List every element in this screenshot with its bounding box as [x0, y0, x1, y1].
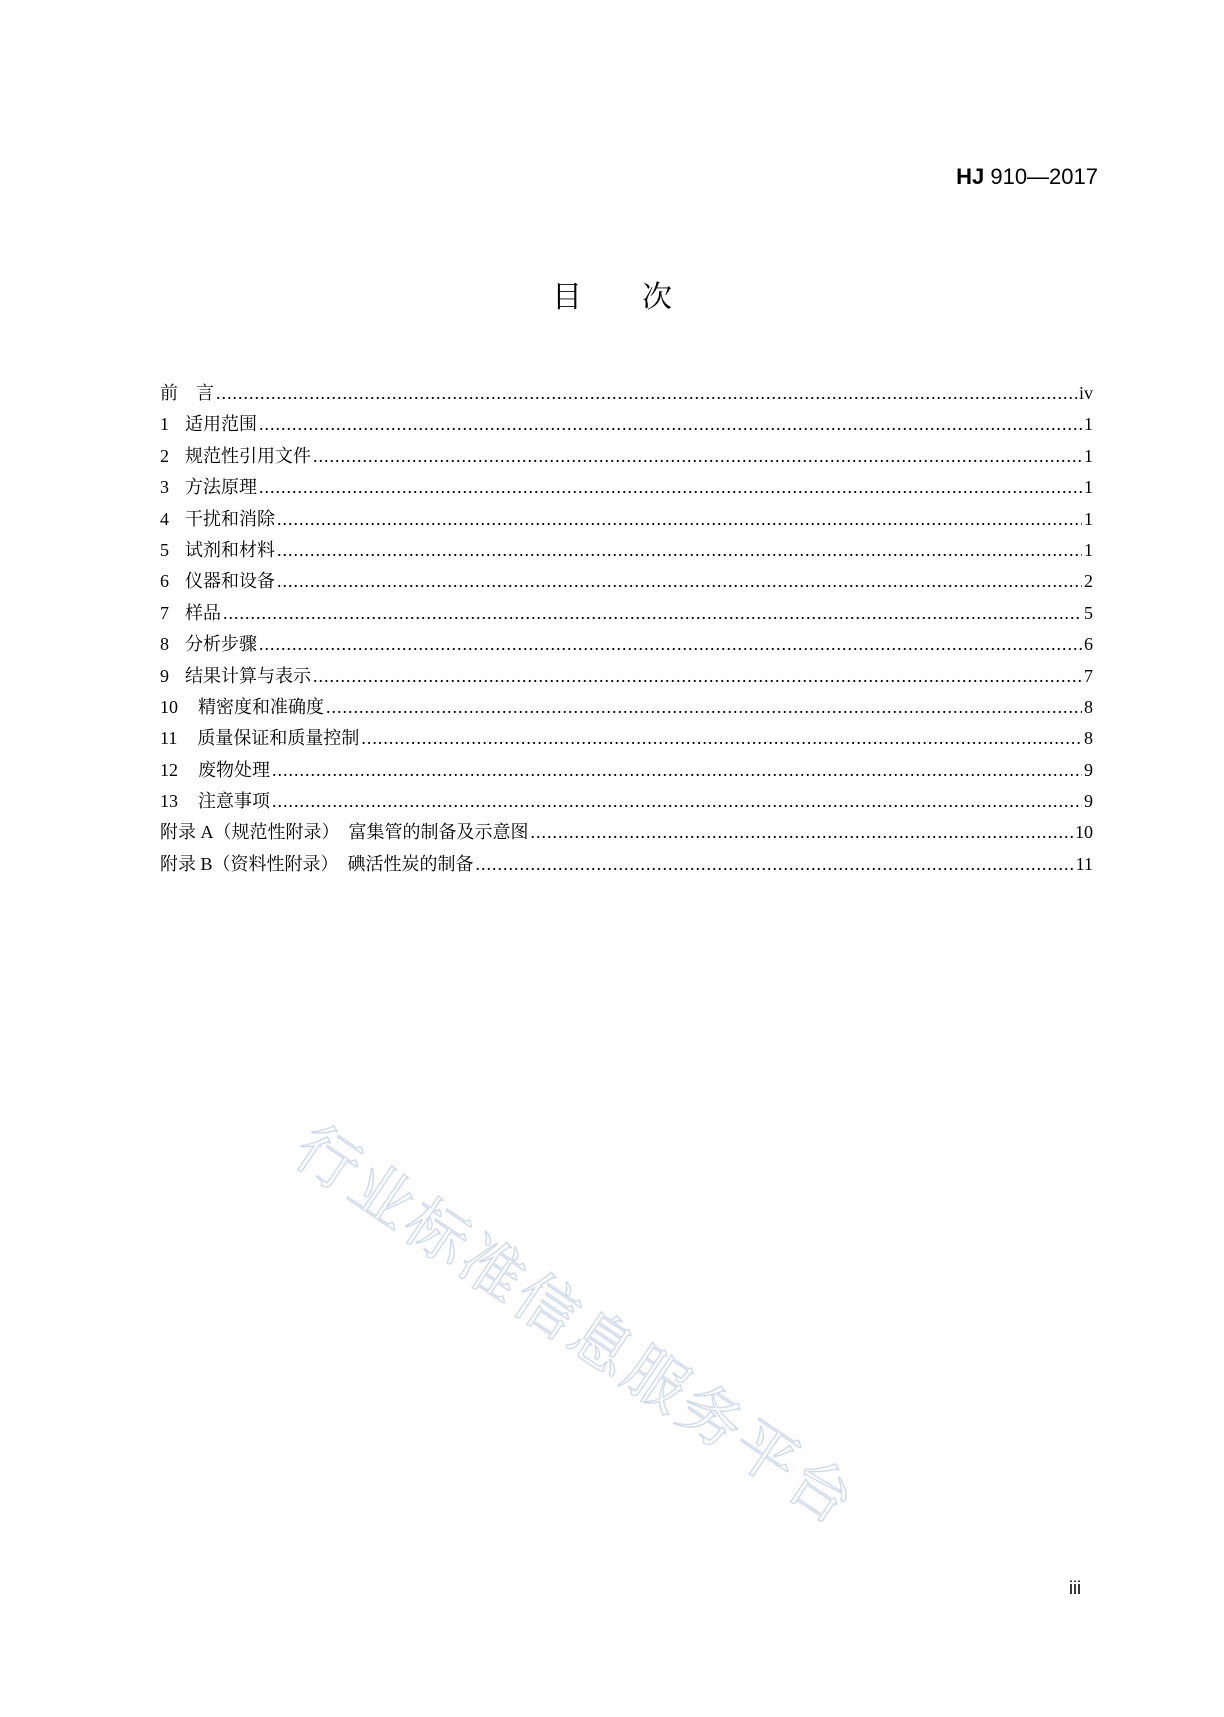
dot-leader: [277, 535, 1082, 566]
toc-entry-title: 注意事项: [198, 791, 270, 812]
toc-entry-number: 8: [160, 634, 169, 655]
toc-entry-title: 附录 B（资料性附录） 碘活性炭的制备: [160, 853, 474, 874]
toc-entry-page: 8: [1084, 728, 1093, 749]
dot-leader: [272, 786, 1082, 817]
toc-entry-page: 8: [1084, 696, 1093, 717]
dot-leader: [313, 441, 1082, 472]
toc-entry-title: 精密度和准确度: [198, 696, 324, 717]
dot-leader: [361, 723, 1082, 754]
standard-code-prefix: HJ: [956, 164, 985, 189]
dot-leader: [277, 566, 1082, 597]
toc-entry[interactable]: [160, 817, 1093, 848]
toc-entry[interactable]: [160, 661, 1093, 692]
dot-leader: [272, 755, 1082, 786]
toc-entry-title: 分析步骤: [185, 634, 257, 655]
toc-entry-number: 9: [160, 665, 169, 686]
toc-entry-number: 2: [160, 445, 169, 466]
toc-entry-number: 4: [160, 508, 169, 529]
toc-entry-page: 1: [1084, 414, 1093, 435]
toc-entry[interactable]: [160, 755, 1093, 786]
toc-entry-number: 3: [160, 477, 169, 498]
toc-entry-number: 11: [160, 728, 178, 749]
toc-entry-number: 13: [160, 791, 178, 812]
toc-entry-title: 规范性引用文件: [185, 445, 311, 466]
toc-entry-number: 6: [160, 571, 169, 592]
toc-entry[interactable]: [160, 849, 1093, 880]
toc-entry-page: 9: [1084, 791, 1093, 812]
toc-entry-page: 6: [1084, 634, 1093, 655]
toc-entry[interactable]: [160, 598, 1093, 629]
toc-entry-page: 9: [1084, 759, 1093, 780]
toc-entry-title: 前 言: [160, 383, 214, 403]
dot-leader: [531, 817, 1074, 848]
toc-entry-number: 7: [160, 602, 169, 623]
watermark: 行业标准信息服务平台: [281, 1110, 870, 1541]
toc-entry-page: 1: [1084, 477, 1093, 498]
dot-leader: [216, 378, 1077, 409]
toc-entry-title: 样品: [185, 602, 221, 623]
toc-entry-number: 12: [160, 759, 178, 780]
toc-entry-page: 5: [1084, 602, 1093, 623]
toc-entry[interactable]: [160, 504, 1093, 535]
dot-leader: [326, 692, 1082, 723]
toc-entry[interactable]: [160, 409, 1093, 440]
toc-entry[interactable]: [160, 723, 1093, 754]
toc-entry-number: 10: [160, 696, 178, 717]
toc-entry[interactable]: [160, 472, 1093, 503]
toc-entry-title: 仪器和设备: [185, 571, 275, 592]
standard-code-number: 910—2017: [984, 164, 1098, 189]
toc-entry-number: 5: [160, 539, 169, 560]
toc-entry-page: 1: [1084, 508, 1093, 529]
toc-entry-page: 7: [1084, 665, 1093, 686]
toc-entry-title: 废物处理: [198, 759, 270, 780]
toc-entry-page: iv: [1078, 383, 1093, 403]
toc-entry-page: 10: [1075, 822, 1093, 843]
toc-entry[interactable]: [160, 535, 1093, 566]
toc-entry[interactable]: [160, 441, 1093, 472]
toc-list: [160, 378, 1093, 880]
toc-entry-title: 干扰和消除: [185, 508, 275, 529]
toc-title: 目次: [552, 280, 732, 315]
toc-entry-page: 2: [1084, 571, 1093, 592]
toc-entry-page: 11: [1075, 853, 1093, 874]
dot-leader: [259, 629, 1082, 660]
dot-leader: [259, 409, 1082, 440]
dot-leader: [223, 598, 1082, 629]
dot-leader: [259, 472, 1082, 503]
toc-entry-title: 结果计算与表示: [185, 665, 311, 686]
dot-leader: [476, 849, 1074, 880]
page-number: iii: [1069, 1578, 1081, 1598]
toc-entry-title: 方法原理: [185, 477, 257, 498]
toc-entry-title: 附录 A（规范性附录） 富集管的制备及示意图: [160, 822, 529, 843]
dot-leader: [277, 504, 1082, 535]
toc-entry[interactable]: [160, 786, 1093, 817]
toc-entry-page: 1: [1084, 539, 1093, 560]
toc-entry-number: 1: [160, 414, 169, 435]
toc-entry-title: 适用范围: [185, 414, 257, 435]
toc-entry[interactable]: [160, 692, 1093, 723]
toc-entry-page: 1: [1084, 445, 1093, 466]
dot-leader: [313, 661, 1082, 692]
toc-entry[interactable]: [160, 629, 1093, 660]
toc-entry-title: 质量保证和质量控制: [197, 728, 360, 749]
toc-entry[interactable]: [160, 566, 1093, 597]
toc-entry-title: 试剂和材料: [185, 539, 275, 560]
toc-entry[interactable]: [160, 378, 1093, 409]
standard-code: [956, 163, 1098, 191]
